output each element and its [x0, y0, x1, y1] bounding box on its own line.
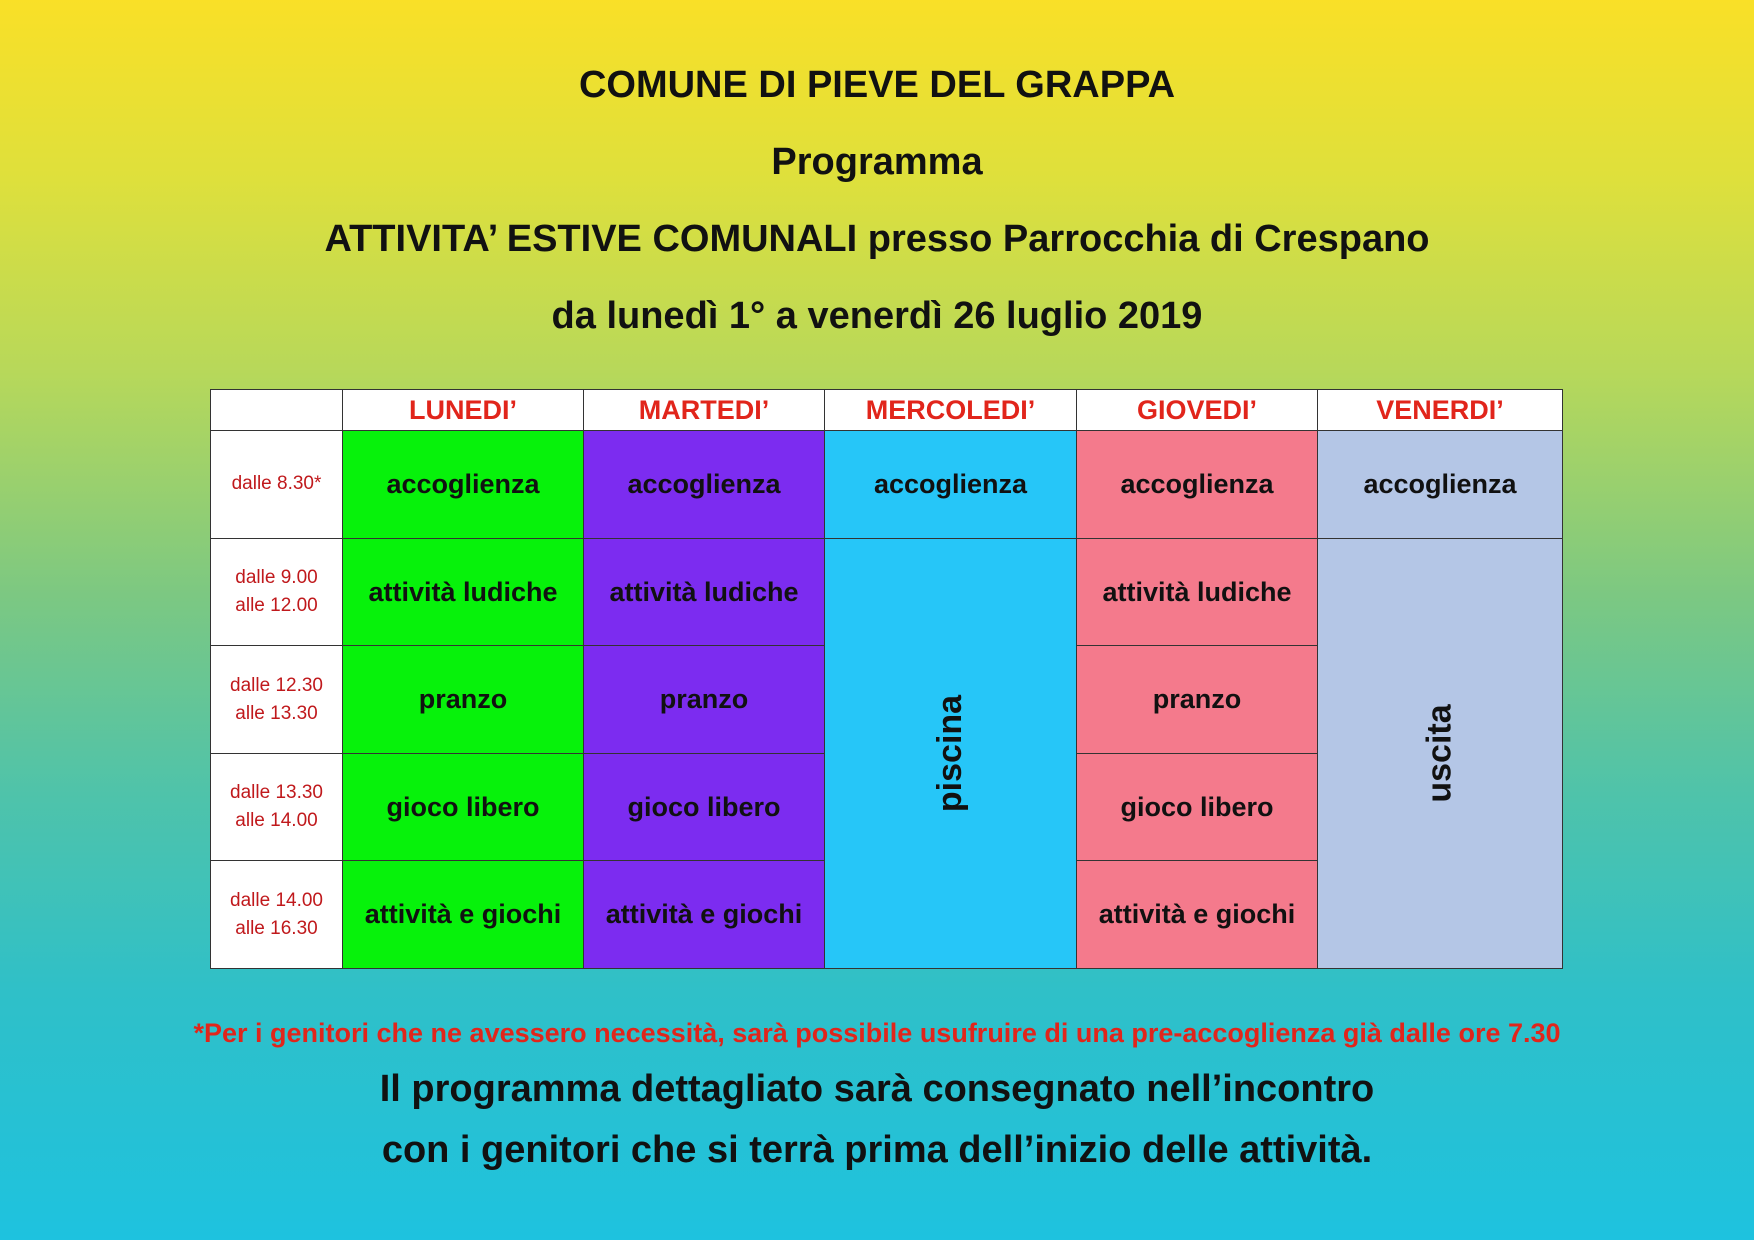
activity-cell: attività e giochi — [584, 861, 825, 969]
outing-label: uscita — [1420, 704, 1459, 803]
time-from: dalle 14.00 — [230, 889, 323, 911]
time-to: alle 13.30 — [235, 702, 318, 724]
time-from: dalle 12.30 — [230, 674, 323, 696]
time-to: alle 16.30 — [235, 917, 318, 939]
time-to: alle 14.00 — [235, 810, 318, 832]
activity-cell: accoglienza — [825, 431, 1077, 539]
pool-label: piscina — [930, 694, 969, 812]
day-header-row — [211, 390, 1563, 431]
activity-cell: attività e giochi — [1077, 861, 1318, 969]
time-to: alle 12.00 — [235, 595, 318, 617]
activity-cell: gioco libero — [343, 753, 584, 861]
time-slot — [211, 861, 343, 969]
time-slot — [211, 753, 343, 861]
activity-cell: attività ludiche — [584, 538, 825, 646]
corner-cell — [211, 390, 343, 431]
day-header-monday: LUNEDI’ — [343, 390, 584, 431]
day-header-thursday: GIOVEDI’ — [1077, 390, 1318, 431]
program-label: Programma — [771, 141, 983, 183]
time-slot — [211, 538, 343, 646]
activity-cell: pranzo — [584, 646, 825, 754]
activity-cell: accoglienza — [1077, 431, 1318, 539]
day-header-tuesday: MARTEDI’ — [584, 390, 825, 431]
time-slot — [211, 431, 343, 539]
pool-cell — [825, 538, 1077, 968]
activity-cell: attività e giochi — [343, 861, 584, 969]
activity-cell: pranzo — [1077, 646, 1318, 754]
time-from: dalle 13.30 — [230, 782, 323, 804]
time-from: dalle 8.30* — [231, 473, 322, 495]
schedule-table — [210, 389, 1563, 969]
day-header-friday: VENERDI’ — [1318, 390, 1563, 431]
footer-line-2: con i genitori che si terrà prima dell’inizio delle attività. — [381, 1129, 1373, 1171]
municipality-title: COMUNE DI PIEVE DEL GRAPPA — [578, 64, 1176, 106]
activity-cell: attività ludiche — [343, 538, 584, 646]
activities-title: ATTIVITA’ ESTIVE COMUNALI presso Parrocchia di Crespano — [324, 218, 1430, 260]
activity-cell: pranzo — [343, 646, 584, 754]
footer-line-1: Il programma dettagliato sarà consegnato nell’incontro — [379, 1068, 1375, 1110]
date-range: da lunedì 1° a venerdì 26 luglio 2019 — [551, 295, 1203, 337]
day-header-wednesday: MERCOLEDI’ — [825, 390, 1077, 431]
activity-cell: attività ludiche — [1077, 538, 1318, 646]
activity-cell: accoglienza — [343, 431, 584, 539]
activity-cell: accoglienza — [1318, 431, 1563, 539]
activity-cell: accoglienza — [584, 431, 825, 539]
table-row — [211, 431, 1563, 539]
time-from: dalle 9.00 — [235, 567, 318, 589]
activity-cell: gioco libero — [584, 753, 825, 861]
activity-cell: gioco libero — [1077, 753, 1318, 861]
table-row — [211, 538, 1563, 646]
time-slot — [211, 646, 343, 754]
outing-cell — [1318, 538, 1563, 968]
pre-welcome-note: *Per i genitori che ne avessero necessità, sarà possibile usufruire di una pre-accoglienza già dalle ore 7.30 — [193, 1018, 1561, 1048]
